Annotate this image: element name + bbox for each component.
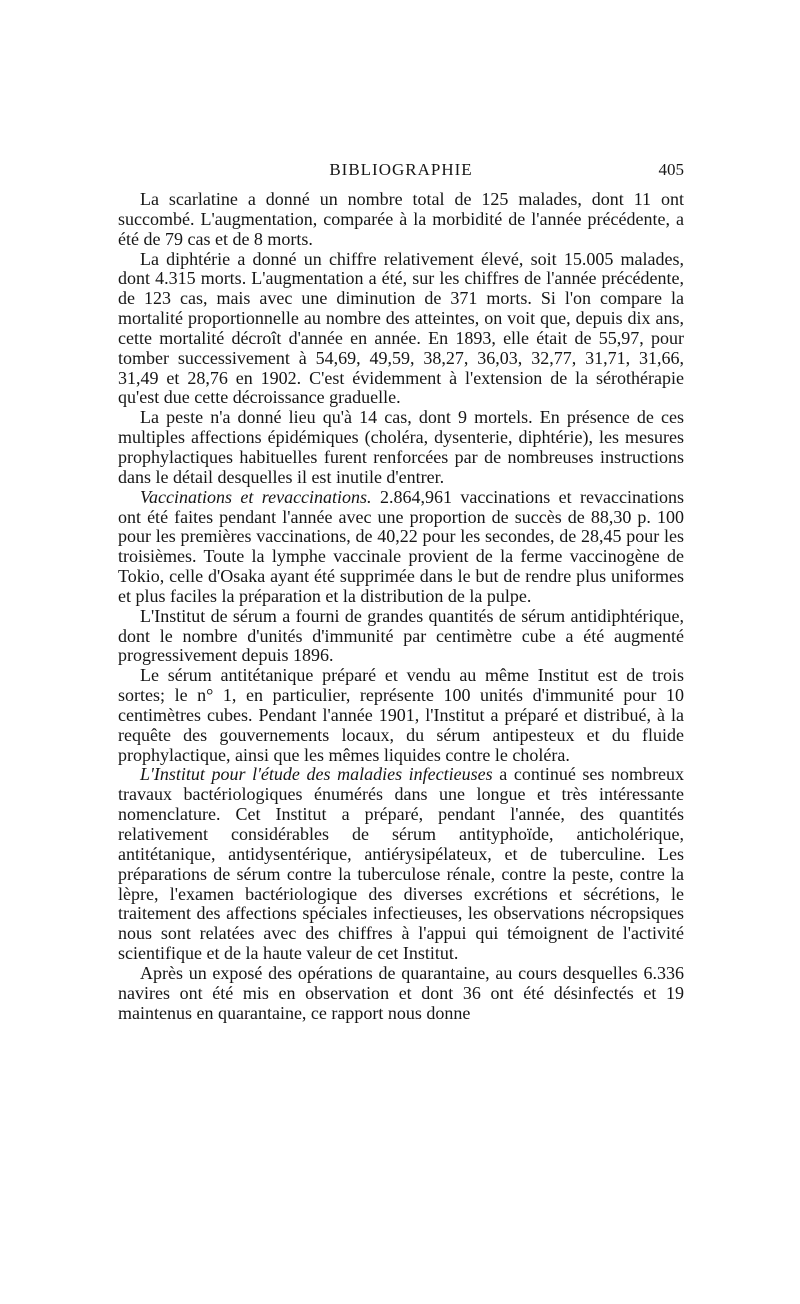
running-title: BIBLIOGRAPHIE: [329, 160, 473, 179]
paragraph-peste: La peste n'a donné lieu qu'à 14 cas, dont 9 mortels. En présence de ces multiples affections épidémiques (choléra, dysenterie, diphtérie), les mesures prophylactiques habituelles furent renforcées par de nombreuses instructions dans le détail desquelles il est inutile d'entrer.: [118, 407, 684, 487]
paragraph-serum-antidiphterique: L'Institut de sérum a fourni de grandes quantités de sérum antidiphtérique, dont le nombre d'unités d'immunité par centimètre cube a été augmenté progressivement depuis 1896.: [118, 605, 684, 666]
body-text: [118, 190, 684, 1023]
section-lead-vaccinations: Vaccinations et revaccinations.: [140, 486, 372, 507]
paragraph-vaccinations: Vaccinations et revaccinations. 2.864,961 vaccinations et revaccinations ont été faites pendant l'année avec une proportion de succès de 88,30 p. 100 pour les premières vaccinations, de 40,22 pour les secondes, de 28,45 pour les troisièmes. Toute la lymphe vaccinale provient de la ferme vaccinogène de Tokio, celle d'Osaka ayant été supprimée dans le but de rendre plus uniformes et plus faciles la préparation et la distribution de la pulpe.: [118, 486, 685, 606]
running-header: [118, 155, 684, 185]
paragraph-institut-maladies-infectieuses: L'Institut pour l'étude des maladies infectieuses a continué ses nombreux travaux bactériologiques énumérés dans une longue et très intéressante nomenclature. Cet Institut a préparé, pendant l'année, des quantités relativement considérables de sérum antityphoïde, anticholérique, antitétanique, antidysentérique, antiérysipélateux, et de tuberculine. Les préparations de sérum contre la tuberculose rénale, contre la peste, contre la lèpre, l'examen bactériologique des diverses excrétions et sécrétions, le traitement des affections spéciales infectieuses, les observations nécropsiques nous sont relatées avec des chiffres à l'appui qui témoignent de l'activité scientifique et de la haute valeur de cet Institut.: [118, 764, 684, 964]
paragraph-serum-antitetanique: Le sérum antitétanique préparé et vendu au même Institut est de trois sortes; le n° 1, en particulier, représente 100 unités d'immunité pour 10 centimètres cubes. Pendant l'année 1901, l'Institut a préparé et distribué, à la requête des gouvernements locaux, du sérum antipesteux et du fluide prophylactique, ainsi que les mêmes liquides contre le choléra.: [118, 665, 684, 765]
section-lead-institut: L'Institut pour l'étude des maladies infectieuses: [140, 764, 493, 785]
paragraph-diphterie: La diphtérie a donné un chiffre relativement élevé, soit 15.005 malades, dont 4.315 morts. L'augmentation a été, sur les chiffres de l'année précédente, de 123 cas, mais avec une diminution de 371 morts. Si l'on compare la mortalité proportionnelle au nombre des atteintes, on voit que, depuis dix ans, cette mortalité décroît d'année en année. En 1893, elle était de 55,97, pour tomber successivement à 54,69, 49,59, 38,27, 36,03, 32,77, 31,71, 31,66, 31,49 et 28,76 en 1902. C'est évidemment à l'extension de la sérothérapie qu'est due cette décroissance graduelle.: [118, 248, 684, 408]
paragraph-scarlatine: La scarlatine a donné un nombre total de 125 malades, dont 11 ont succombé. L'augmentation, comparée à la morbidité de l'année précédente, a été de 79 cas et de 8 morts.: [118, 189, 684, 249]
page-number: 405: [658, 160, 684, 179]
paragraph-quarantaine: Après un exposé des opérations de quarantaine, au cours desquelles 6.336 navires ont été mis en observation et dont 36 ont été désinfectés et 19 maintenus en quarantaine, ce rapport nous donne: [118, 962, 684, 1023]
